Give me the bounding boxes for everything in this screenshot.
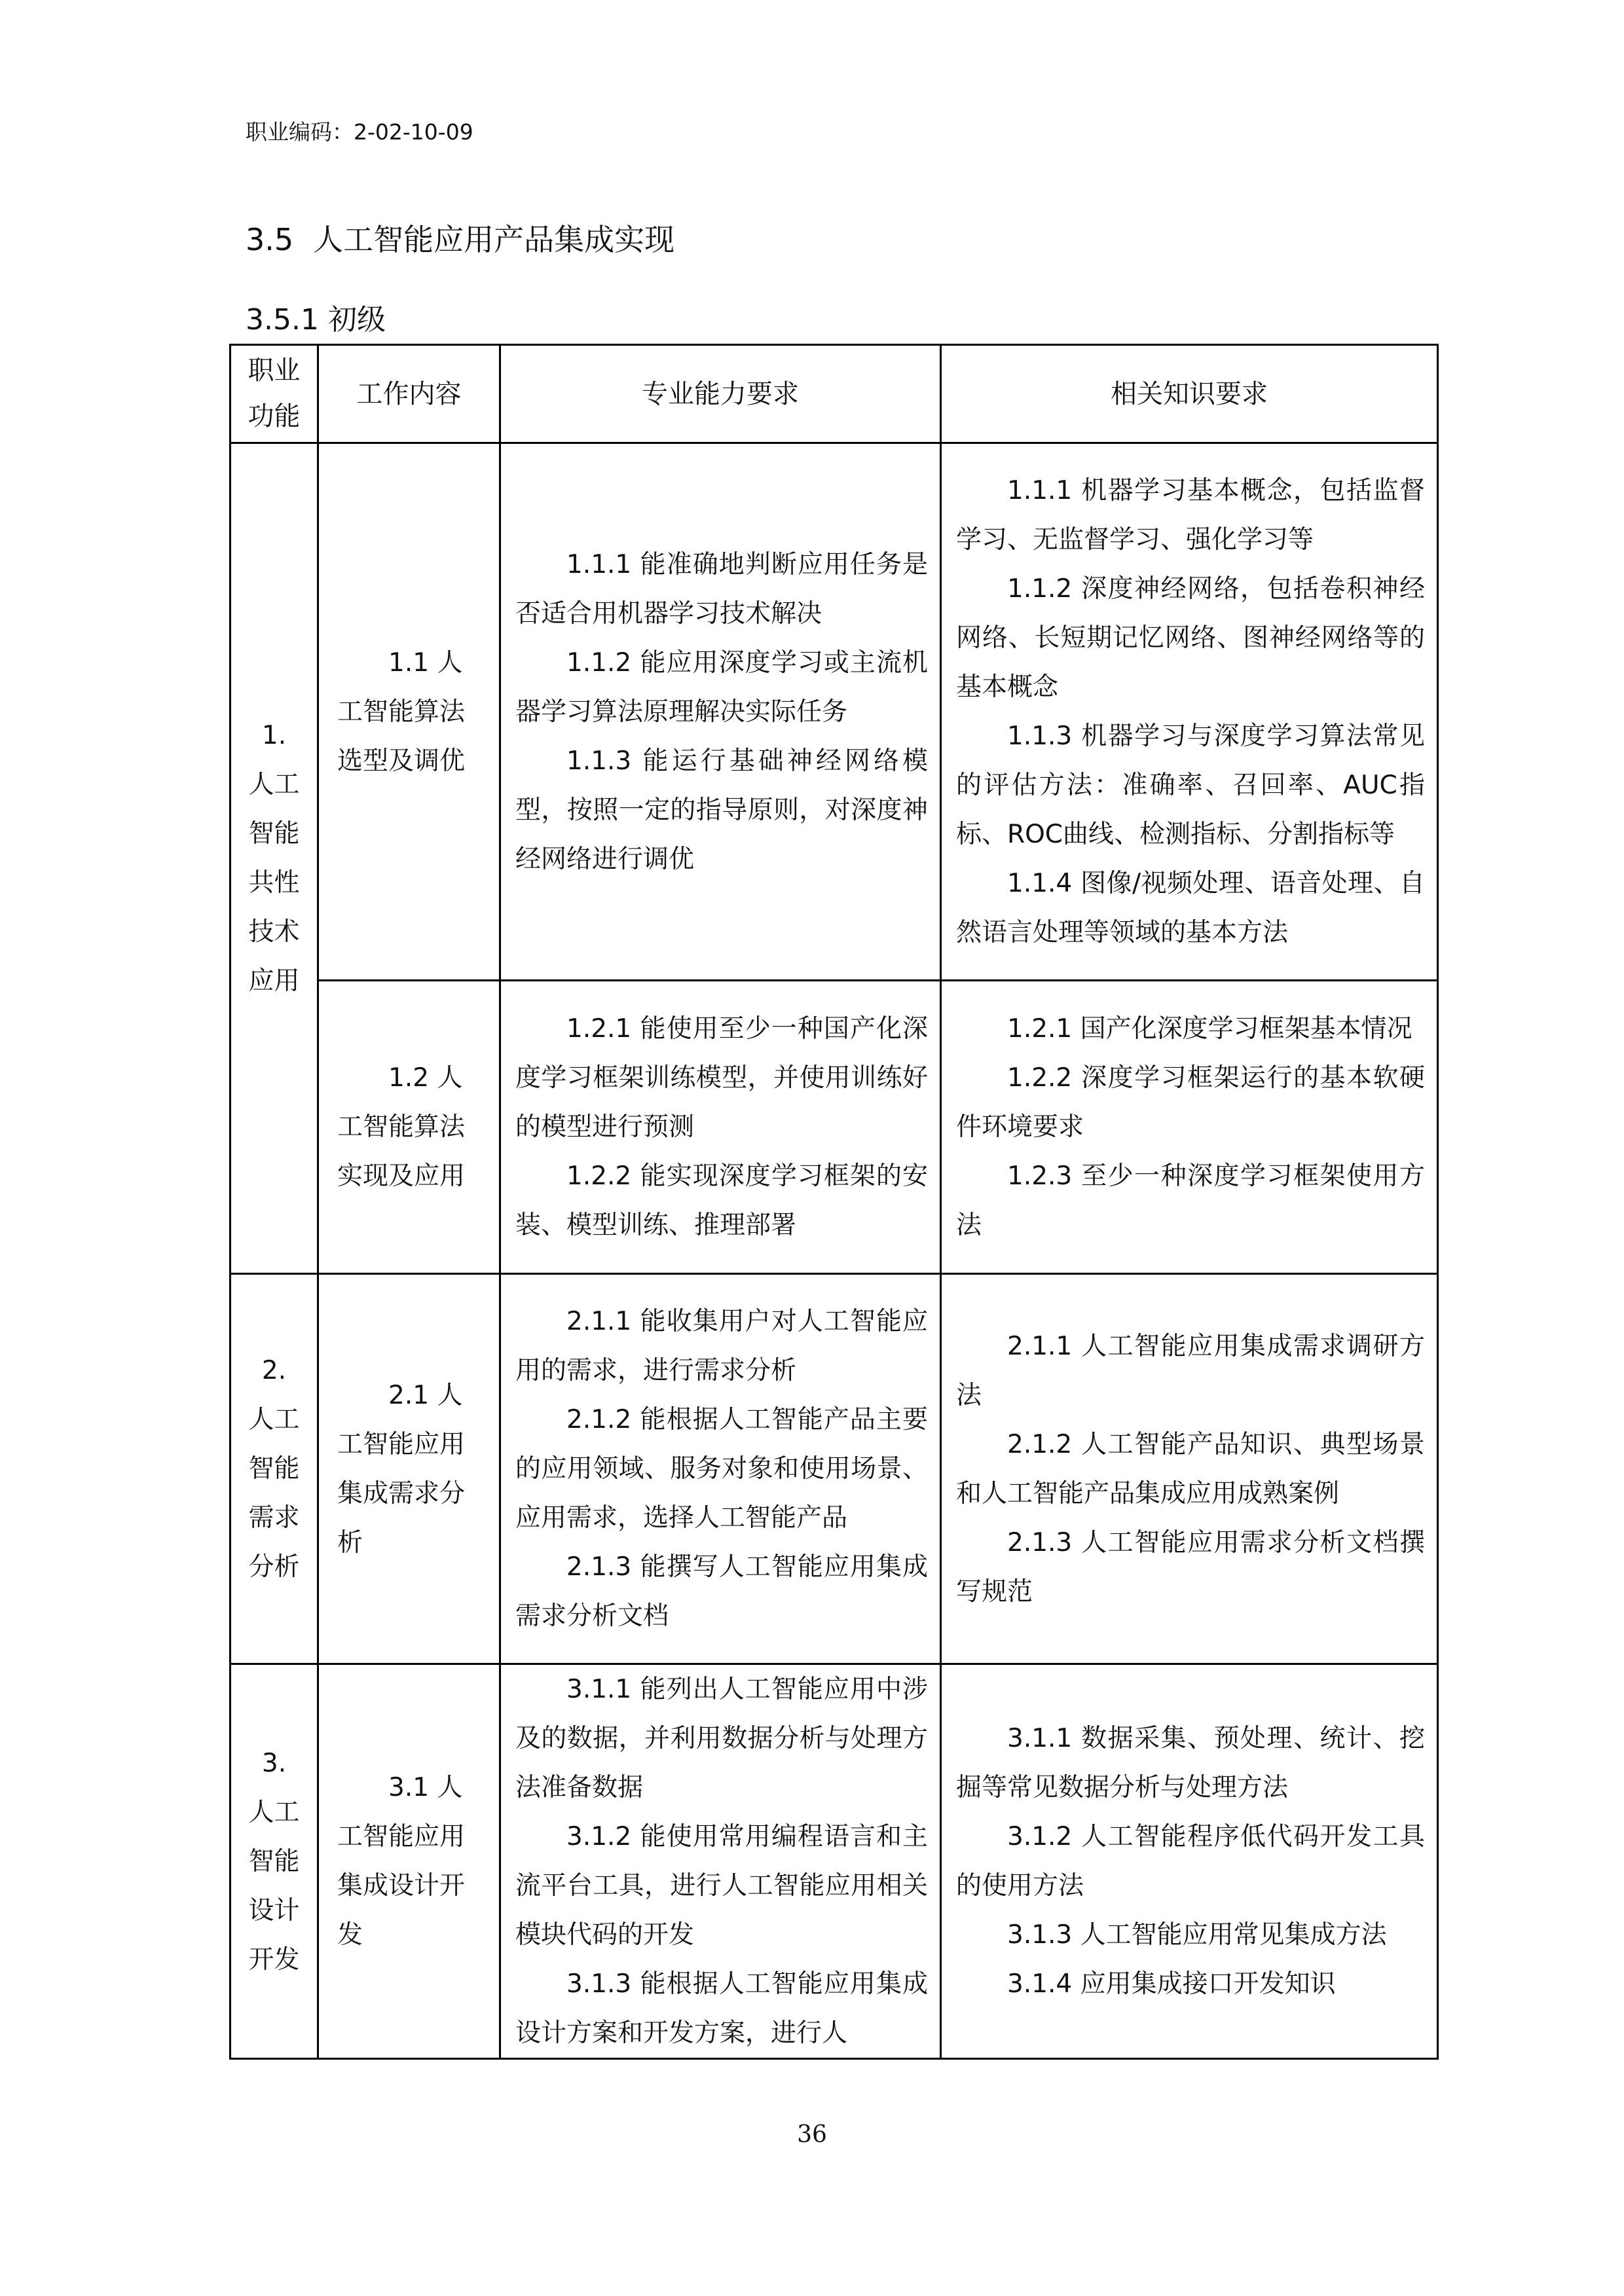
header-ability: 专业能力要求 (500, 345, 941, 443)
table-row (231, 1664, 1438, 2059)
table-row (231, 981, 1438, 1274)
table-row (231, 443, 1438, 981)
function-cell: 3. 人工 智能 设计 开发 (231, 1664, 318, 2059)
header-knowledge: 相关知识要求 (941, 345, 1438, 443)
page-number: 36 (797, 2121, 827, 2148)
header-work: 工作内容 (318, 345, 500, 443)
section-title: 人工智能应用产品集成实现 (313, 222, 675, 257)
function-cell: 1. 人工 智能 共性 技术 应用 (231, 443, 318, 1274)
knowledge-cell: 3.1.1 数据采集、预处理、统计、挖掘等常见数据分析与处理方法 3.1.2 人工智能程序低代码开发工具的使用方法 3.1.3 人工智能应用常见集成方法 3.1.4 应用集成接口开发知识 (941, 1664, 1438, 2059)
ability-cell: 3.1.1 能列出人工智能应用中涉及的数据，并利用数据分析与处理方法准备数据 3.1.2 能使用常用编程语言和主流平台工具，进行人工智能应用相关模块代码的开发 3.1.3 能根据人工智能应用集成设计方案和开发方案，进行人 (500, 1664, 941, 2059)
subsection-heading: 3.5.1 初级 (246, 303, 386, 337)
work-cell: 2.1 人工智能应用集成需求分析 (318, 1274, 500, 1664)
section-heading (246, 216, 674, 259)
knowledge-cell: 1.1.1 机器学习基本概念，包括监督学习、无监督学习、强化学习等 1.1.2 深度神经网络，包括卷积神经网络、长短期记忆网络、图神经网络等的基本概念 1.1.3 机器学习与深度学习算法常见的评估方法：准确率、召回率、AUC指标、ROC曲线、检测指标、分割指标等 1.1.4 图像/视频处理、语音处理、自然语言处理等领域的基本方法 (941, 443, 1438, 981)
header-row (231, 345, 1438, 443)
work-cell: 3.1 人工智能应用集成设计开发 (318, 1664, 500, 2059)
header-function: 职业功能 (231, 345, 318, 443)
knowledge-cell: 1.2.1 国产化深度学习框架基本情况 1.2.2 深度学习框架运行的基本软硬件环境要求 1.2.3 至少一种深度学习框架使用方法 (941, 981, 1438, 1274)
occupation-code: 职业编码：2-02-10-09 (246, 119, 473, 145)
section-number: 3.5 (246, 222, 294, 257)
competency-table (229, 344, 1439, 2060)
ability-cell: 1.2.1 能使用至少一种国产化深度学习框架训练模型，并使用训练好的模型进行预测 1.2.2 能实现深度学习框架的安装、模型训练、推理部署 (500, 981, 941, 1274)
function-cell: 2. 人工 智能 需求 分析 (231, 1274, 318, 1664)
work-cell: 1.2 人工智能算法实现及应用 (318, 981, 500, 1274)
ability-cell: 2.1.1 能收集用户对人工智能应用的需求，进行需求分析 2.1.2 能根据人工智能产品主要的应用领域、服务对象和使用场景、应用需求，选择人工智能产品 2.1.3 能撰写人工智能应用集成需求分析文档 (500, 1274, 941, 1664)
ability-cell: 1.1.1 能准确地判断应用任务是否适合用机器学习技术解决 1.1.2 能应用深度学习或主流机器学习算法原理解决实际任务 1.1.3 能运行基础神经网络模型，按照一定的指导原则，对深度神经网络进行调优 (500, 443, 941, 981)
knowledge-cell: 2.1.1 人工智能应用集成需求调研方法 2.1.2 人工智能产品知识、典型场景和人工智能产品集成应用成熟案例 2.1.3 人工智能应用需求分析文档撰写规范 (941, 1274, 1438, 1664)
table-row (231, 1274, 1438, 1664)
work-cell: 1.1 人工智能算法选型及调优 (318, 443, 500, 981)
